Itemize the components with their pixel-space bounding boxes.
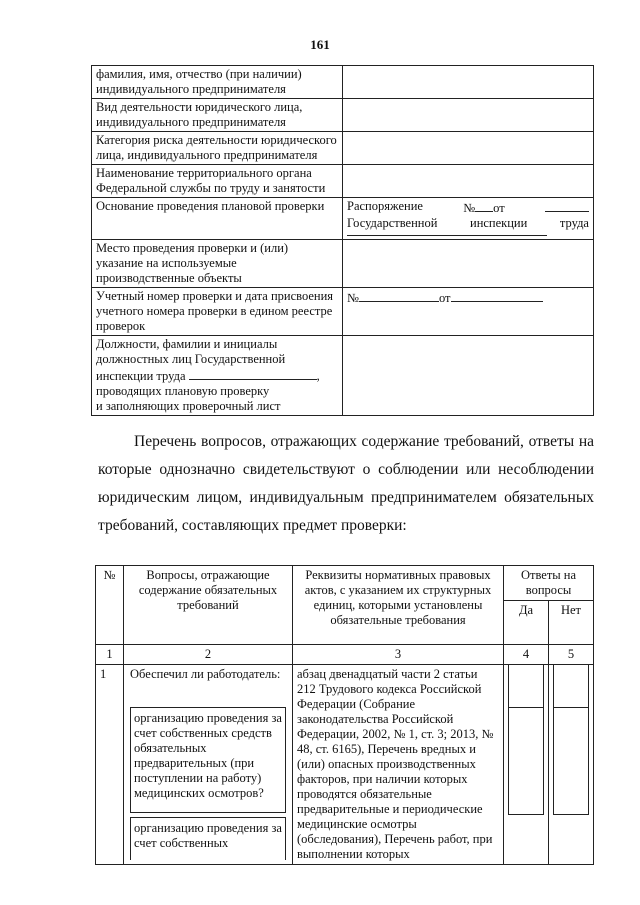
header-yes: Да bbox=[504, 601, 549, 645]
intro-paragraph bbox=[98, 428, 594, 540]
label-line: Должности, фамилии и инициалы bbox=[96, 337, 278, 351]
paragraph-text: Перечень вопросов, отражающих содержание требований, ответы на которые однозначно свидетельствуют о соблюдении или несоблюдении юридическим лицом, индивидуальным предпринимателем обязательных требований, составляющих предмет проверки: bbox=[98, 433, 594, 534]
column-number: 1 bbox=[96, 645, 124, 665]
label-line: и заполняющих проверочный лист bbox=[96, 399, 281, 413]
inspectors-label: Должности, фамилии и инициалы должностных лиц Государственной инспекции труда , проводящих плановую проверку и заполняющих проверочный лист bbox=[92, 336, 343, 416]
order-word: Распоряжение bbox=[347, 199, 423, 213]
column-number: 3 bbox=[293, 645, 504, 665]
header-questions: Вопросы, отражающие содержание обязательных требований bbox=[124, 566, 293, 645]
answer-yes-cell bbox=[504, 665, 549, 865]
row-value bbox=[343, 165, 594, 198]
from-word: от bbox=[493, 201, 505, 215]
table-row bbox=[92, 132, 594, 165]
from-word: от bbox=[438, 291, 451, 305]
header-row bbox=[96, 566, 594, 601]
page-number: 161 bbox=[310, 37, 330, 52]
table-row bbox=[92, 336, 594, 416]
number-sign: № bbox=[347, 291, 359, 305]
row-value bbox=[343, 240, 594, 288]
table-row bbox=[92, 240, 594, 288]
row-label: фамилия, имя, отчество (при наличии) индивидуального предпринимателя bbox=[92, 66, 343, 99]
registration-value bbox=[343, 288, 594, 336]
row-value bbox=[343, 132, 594, 165]
row-label: Место проведения проверки и (или) указание на используемые производственные объекты bbox=[92, 240, 343, 288]
table-row bbox=[96, 665, 594, 865]
requirements-table bbox=[95, 565, 594, 865]
table-row bbox=[92, 288, 594, 336]
column-number-row bbox=[96, 645, 594, 665]
row-label: Наименование территориального органа Федеральной службы по труду и занятости bbox=[92, 165, 343, 198]
label-line: проводящих плановую проверку bbox=[96, 384, 270, 398]
row-label: Основание проведения плановой проверки bbox=[92, 198, 343, 240]
sub-question: организацию проведения за счет собственных bbox=[130, 817, 286, 860]
row-label: Вид деятельности юридического лица, индивидуального предпринимателя bbox=[92, 99, 343, 132]
row-number: 1 bbox=[96, 665, 124, 865]
table-row bbox=[92, 198, 594, 240]
table-row bbox=[92, 165, 594, 198]
inspection-info-table bbox=[91, 65, 594, 416]
table-row bbox=[92, 99, 594, 132]
requisites-cell: абзац двенадцатый части 2 статьи 212 Трудового кодекса Российской Федерации (Собрание законодательства Российской Федерации, 2002, № 1, ст. 3; 2013, № 48, ст. 6165), Перечень вредных и (или) опасных производственных факторов, при наличии которых проводятся обязательные предварительные и периодические медицинские осмотры (обследования), Перечень работ, при выполнении которых bbox=[293, 665, 504, 865]
row-label: Учетный номер проверки и дата присвоения учетного номера проверки в едином реестре проверок bbox=[92, 288, 343, 336]
basis-word-2: инспекции bbox=[470, 216, 528, 230]
header-requisites: Реквизиты нормативных правовых актов, с указанием их структурных единиц, которыми установлены обязательные требования bbox=[293, 566, 504, 645]
column-number: 5 bbox=[549, 645, 594, 665]
basis-value bbox=[343, 198, 594, 240]
row-value bbox=[343, 99, 594, 132]
column-number: 2 bbox=[124, 645, 293, 665]
question-main: Обеспечил ли работодатель: bbox=[130, 667, 281, 681]
answer-no-cell bbox=[549, 665, 594, 865]
label-line: инспекции труда bbox=[96, 369, 186, 383]
header-no: Нет bbox=[549, 601, 594, 645]
question-cell bbox=[124, 665, 293, 865]
column-number: 4 bbox=[504, 645, 549, 665]
header-answers: Ответы на вопросы bbox=[504, 566, 594, 601]
number-sign: № bbox=[463, 201, 476, 215]
header-num: № bbox=[96, 566, 124, 645]
label-line: должностных лиц Государственной bbox=[96, 352, 286, 366]
basis-word-3: труда bbox=[559, 216, 589, 230]
basis-word-1: Государственной bbox=[347, 216, 438, 230]
row-label: Категория риска деятельности юридического лица, индивидуального предпринимателя bbox=[92, 132, 343, 165]
row-value bbox=[343, 66, 594, 99]
row-value bbox=[343, 336, 594, 416]
sub-question: организацию проведения за счет собственных средств обязательных предварительных (при поступлении на работу) медицинских осмотров? bbox=[130, 707, 286, 813]
table-row bbox=[92, 66, 594, 99]
